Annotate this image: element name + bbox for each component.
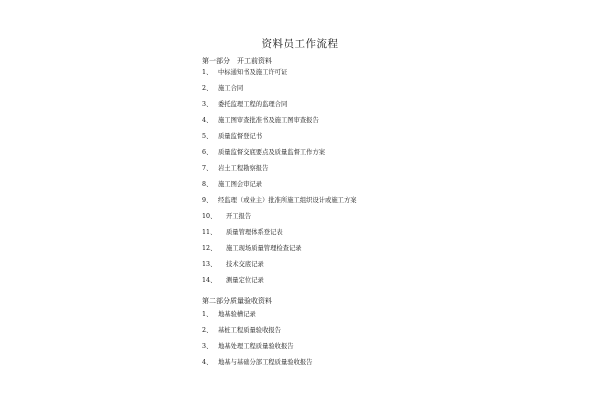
item-text: 质量监督交底要点及质量监督工作方案 bbox=[218, 149, 326, 156]
item-text: 测量定位记录 bbox=[226, 277, 264, 284]
item-number: 9、 bbox=[202, 197, 213, 204]
list-item bbox=[202, 148, 325, 158]
section-heading-2: 第二部分质量验收资料 bbox=[202, 297, 272, 305]
list-item bbox=[202, 260, 264, 270]
item-text: 中标通知书及施工许可证 bbox=[218, 69, 288, 76]
list-item bbox=[202, 276, 264, 286]
item-number: 5、 bbox=[202, 133, 213, 140]
list-item bbox=[202, 68, 287, 78]
list-item bbox=[202, 358, 312, 368]
item-number: 6、 bbox=[202, 149, 213, 156]
item-number: 11、 bbox=[202, 229, 217, 236]
item-text: 施工合同 bbox=[218, 85, 244, 92]
item-text: 地基验槽记录 bbox=[218, 311, 256, 318]
item-text: 技术交底记录 bbox=[226, 261, 264, 268]
item-text: 施工图会审记录 bbox=[218, 181, 263, 188]
document-title: 资料员工作流程 bbox=[261, 38, 339, 50]
list-item bbox=[202, 212, 251, 222]
item-text: 施工现场质量管理检查记录 bbox=[226, 245, 302, 252]
list-item bbox=[202, 180, 262, 190]
list-item bbox=[202, 326, 281, 336]
item-text: 委托监理工程的监理合同 bbox=[218, 101, 288, 108]
item-text: 经监理（或业主）批准所施工组织设计或施工方案 bbox=[218, 197, 357, 204]
item-text: 基桩工程质量验收报告 bbox=[218, 327, 281, 334]
item-number: 7、 bbox=[202, 165, 213, 172]
item-text: 质量管理体系登记表 bbox=[226, 229, 283, 236]
item-text: 施工图审查批准书及施工图审查报告 bbox=[218, 117, 319, 124]
section-heading-1: 第一部分 开工前资料 bbox=[202, 57, 272, 65]
item-number: 3、 bbox=[202, 343, 213, 350]
item-text: 地基处理工程质量验收报告 bbox=[218, 343, 294, 350]
item-number: 14、 bbox=[202, 277, 217, 284]
list-item bbox=[202, 132, 262, 142]
list-item bbox=[202, 84, 243, 94]
item-text: 地基与基础分部工程质量验收报告 bbox=[218, 359, 313, 366]
list-item bbox=[202, 342, 294, 352]
item-number: 3、 bbox=[202, 101, 213, 108]
list-item bbox=[202, 196, 357, 206]
item-number: 12、 bbox=[202, 245, 217, 252]
item-text: 质量监督登记书 bbox=[218, 133, 263, 140]
list-item bbox=[202, 228, 283, 238]
list-item bbox=[202, 310, 256, 320]
item-number: 10、 bbox=[202, 213, 217, 220]
item-text: 岩土工程勘察报告 bbox=[218, 165, 269, 172]
item-number: 1、 bbox=[202, 69, 213, 76]
list-item bbox=[202, 116, 319, 126]
item-text: 开工报告 bbox=[226, 213, 252, 220]
item-number: 4、 bbox=[202, 117, 213, 124]
item-number: 1、 bbox=[202, 311, 213, 318]
list-item bbox=[202, 164, 268, 174]
list-item bbox=[202, 100, 287, 110]
item-number: 8、 bbox=[202, 181, 213, 188]
item-number: 4、 bbox=[202, 359, 213, 366]
item-number: 13、 bbox=[202, 261, 217, 268]
list-item bbox=[202, 244, 302, 254]
item-number: 2、 bbox=[202, 327, 213, 334]
item-number: 2、 bbox=[202, 85, 213, 92]
